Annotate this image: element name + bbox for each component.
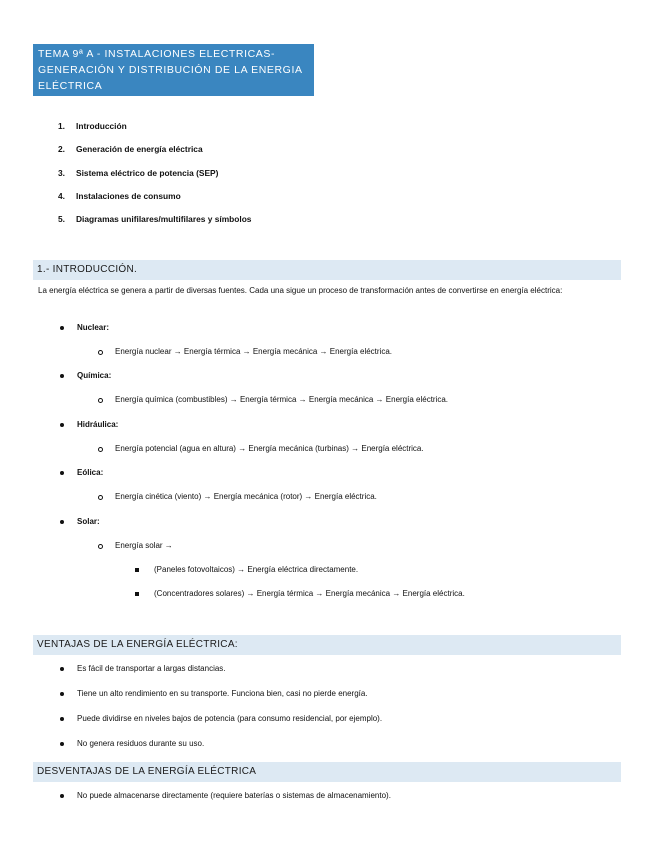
list-item: Química: [60,370,111,382]
intro-paragraph: La energía eléctrica se genera a partir de diversas fuentes. Cada una sigue un proceso de transformación antes de convertirse en energía eléctrica: [38,286,563,295]
toc-item: 5. Diagramas unifilares/multifilares y símbolos [58,214,252,225]
square-bullet-icon [135,568,139,572]
square-bullet-icon [135,592,139,596]
bullet-icon [60,520,64,524]
bullet-icon [60,794,64,798]
document-title [33,44,314,96]
toc-item: 2. Generación de energía eléctrica [58,144,203,155]
list-item: Puede dividirse en niveles bajos de potencia (para consumo residencial, por ejemplo). [60,713,382,725]
list-item: (Paneles fotovoltaicos) → Energía eléctrica directamente. [135,564,358,576]
list-item: No puede almacenarse directamente (requiere baterías o sistemas de almacenamiento). [60,790,391,802]
bullet-icon [60,374,64,378]
list-item: No genera residuos durante su uso. [60,738,204,750]
bullet-icon [60,717,64,721]
list-item: Tiene un alto rendimiento en su transporte. Funciona bien, casi no pierde energía. [60,688,368,700]
list-item: (Concentradores solares) → Energía térmica → Energía mecánica → Energía eléctrica. [135,588,465,600]
bullet-icon [60,423,64,427]
title-line-1: TEMA 9ª A - INSTALACIONES ELECTRICAS- [38,48,276,60]
circle-bullet-icon [98,544,103,549]
list-item: Es fácil de transportar a largas distancias. [60,663,226,675]
bullet-icon [60,471,64,475]
section-heading-disadvantages: DESVENTAJAS DE LA ENERGÍA ELÉCTRICA [33,762,621,782]
list-item: Nuclear: [60,322,109,334]
bullet-icon [60,742,64,746]
list-item: Energía cinética (viento) → Energía mecánica (rotor) → Energía eléctrica. [98,491,377,503]
list-item: Energía solar → [98,540,173,552]
bullet-icon [60,326,64,330]
toc-item: 1. Introducción [58,121,127,131]
title-line-3: ELÉCTRICA [38,80,103,92]
toc-item: 4. Instalaciones de consumo [58,190,181,201]
section-heading-introduction: 1.- INTRODUCCIÓN. [33,260,621,280]
circle-bullet-icon [98,447,103,452]
section-heading-advantages: VENTAJAS DE LA ENERGÍA ELÉCTRICA: [33,635,621,655]
list-item: Energía nuclear → Energía térmica → Energía mecánica → Energía eléctrica. [98,346,392,358]
circle-bullet-icon [98,398,103,403]
list-item: Solar: [60,516,100,528]
bullet-icon [60,692,64,696]
list-item: Energía química (combustibles) → Energía térmica → Energía mecánica → Energía eléctrica. [98,394,448,406]
title-line-2: GENERACIÓN Y DISTRIBUCIÓN DE LA ENERGIA [38,64,303,76]
toc-item: 3. Sistema eléctrico de potencia (SEP) [58,167,219,178]
list-item: Hidráulica: [60,419,118,431]
list-item: Energía potencial (agua en altura) → Energía mecánica (turbinas) → Energía eléctrica. [98,443,424,455]
circle-bullet-icon [98,495,103,500]
list-item: Eólica: [60,467,103,479]
bullet-icon [60,667,64,671]
circle-bullet-icon [98,350,103,355]
table-of-contents [58,117,251,233]
